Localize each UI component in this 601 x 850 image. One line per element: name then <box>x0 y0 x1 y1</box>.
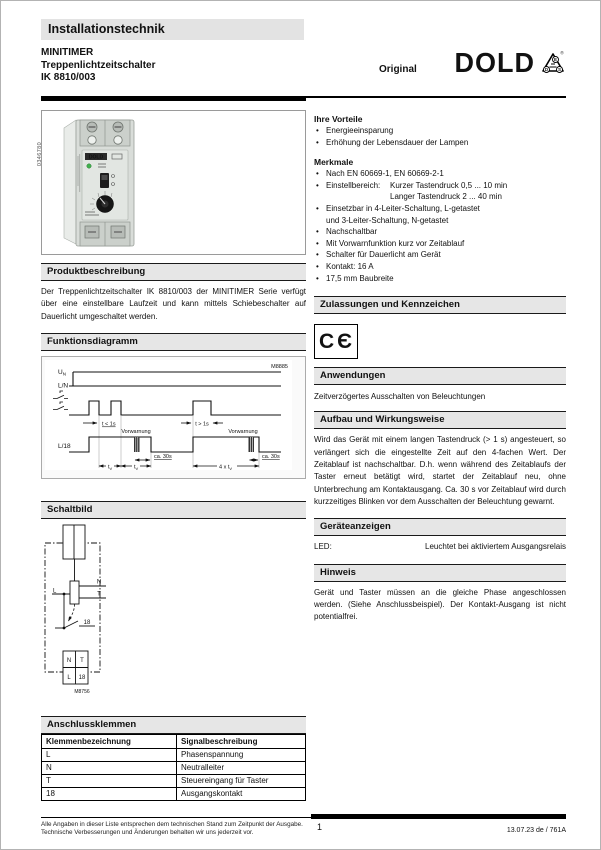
svg-text:L/N: L/N <box>58 382 69 390</box>
table-header-row <box>42 735 306 749</box>
footer-note: Alle Angaben in dieser Liste entsprechen dem technischen Stand zum Zeitpunkt der Ausgabe. Technische Verbesserungen und Änderungen behalten wir uns jederzeit vor. <box>41 821 303 836</box>
list-item: • Kontakt: 16 A <box>314 261 566 273</box>
einstellbereich-kurz: Kurzer Tastendruck 0,5 ... 10 min <box>390 180 508 190</box>
svg-text:N: N <box>96 579 102 586</box>
svg-text:D: D <box>544 67 549 73</box>
section-schaltbild: Schaltbild <box>41 501 306 519</box>
list-item: • Erhöhung der Lebensdauer der Lampen <box>314 137 566 149</box>
svg-text:18: 18 <box>78 675 86 682</box>
svg-text:4 x tV: 4 x $t_V$ <box>219 464 233 471</box>
section-aufbau: Aufbau und Wirkungsweise <box>314 411 566 429</box>
svg-text:Vorwarnung: Vorwarnung <box>121 429 151 436</box>
anwendungen-text: Zeitverzögertes Ausschalten von Beleuchtungen <box>314 392 486 402</box>
svg-text:ca. 30s: ca. 30s <box>154 454 172 461</box>
category-bar: Installationstechnik <box>41 19 304 40</box>
section-produktbeschreibung: Produktbeschreibung <box>41 263 306 281</box>
eds-triangle-icon <box>540 50 566 76</box>
list-item: • Nach EN 60669-1, EN 60669-2-1 <box>314 168 566 180</box>
dold-logo: DOLD <box>454 47 535 79</box>
section-funktionsdiagramm: Funktionsdiagramm <box>41 333 306 351</box>
merkmale-list <box>314 168 566 284</box>
list-item: • 17,5 mm Baubreite <box>314 273 566 285</box>
page-number: 1 <box>317 822 323 832</box>
doc-code: 13.07.23 de / 761A <box>506 827 566 834</box>
svg-text:T: T <box>97 591 101 598</box>
terminal-table <box>41 734 306 801</box>
product-photo-box <box>37 110 306 255</box>
vorteile-title: Ihre Vorteile <box>314 114 363 124</box>
circuit-diagram-wrap <box>41 524 306 699</box>
svg-text:L: L <box>67 675 71 682</box>
svg-text:ca. 30s: ca. 30s <box>262 454 280 461</box>
product-id: IK 8810/003 <box>41 72 96 83</box>
svg-text:M8885: M8885 <box>271 364 288 371</box>
merkmale-title: Merkmale <box>314 157 354 168</box>
original-label: Original <box>379 64 417 75</box>
photo-ref-number: 0346780 <box>37 141 44 167</box>
list-item: • Einsetzbar in 4-Leiter-Schaltung, L-getastet und 3-Leiter-Schaltung, N-getastet <box>314 203 566 226</box>
svg-text:S: S <box>557 67 562 73</box>
function-diagram-box <box>41 356 306 479</box>
list-item: • Mit Vorwarnfunktion kurz vor Zeitablauf <box>314 238 566 250</box>
section-anschlussklemmen: Anschlussklemmen <box>41 716 306 734</box>
svg-text:®: ® <box>560 50 564 56</box>
led-indicator-row <box>314 542 566 551</box>
list-item <box>314 180 566 203</box>
svg-text:t < 1s: t < 1s <box>102 421 116 428</box>
list-item: • Nachschaltbar <box>314 226 566 238</box>
led-label: LED: <box>314 541 332 551</box>
svg-text:18: 18 <box>83 620 91 627</box>
table-row: 18 Ausgangskontakt <box>42 788 306 801</box>
col-signalbeschreibung: Signalbeschreibung <box>177 735 306 749</box>
hinweis-text: Gerät und Taster müssen an die gleiche Phase angeschlossen werden. (Siehe Anschlussbeispiel). Der Kontakt-Ausgang ist nicht potentialfrei. <box>314 587 566 622</box>
einstellbereich-label: • Einstellbereich: <box>326 180 381 190</box>
circuit-diagram <box>41 524 298 699</box>
section-zulassungen: Zulassungen und Kennzeichen <box>314 296 566 314</box>
svg-text:T: T <box>80 658 84 665</box>
footer-divider <box>41 814 566 819</box>
table-row: T Steuereingang für Taster <box>42 775 306 788</box>
section-geraeteanzeigen: Geräteanzeigen <box>314 518 566 536</box>
product-line: MINITIMER <box>41 47 94 58</box>
svg-text:tV: $t_V$ <box>108 464 113 471</box>
einstellbereich-lang: Langer Tastendruck 2 ... 40 min <box>390 192 502 202</box>
svg-text:L/18: L/18 <box>58 443 71 451</box>
table-row: N Neutralleiter <box>42 762 306 775</box>
product-photo <box>52 114 162 253</box>
svg-text:Vorwarnung: Vorwarnung <box>228 429 258 436</box>
svg-text:tV: $t_V$ <box>134 464 139 471</box>
page-footer <box>41 814 566 836</box>
produktbeschreibung-text: Der Treppenlichtzeitschalter IK 8810/003 der MINITIMER Serie verfügt über eine einstellbare Laufzeit und kann mittels Schiebeschalter auf Dauerlicht umgeschaltet werden. <box>41 287 306 321</box>
section-anwendungen: Anwendungen <box>314 367 566 385</box>
vorteile-list <box>314 125 566 148</box>
aufbau-text: Wird das Gerät mit einem langen Tastendruck (> 1 s) angesteuert, so verlängert sich die eingestellte Zeit auf den 4-fachen Wert. Der Zeitablauf ist nachschaltbar. D.h. wenn während des Zeitablaufs der Taster erneut betätigt wird, startet der Zeitablauf neu, ohne Unterbrechung am Kontaktausgang. Ca. 30 s vor Zeitablauf wird durch kurzzeitiges Blinken vor dem Ausschalten der Beleuchtung gewarnt. <box>314 435 566 507</box>
section-hinweis: Hinweis <box>314 564 566 582</box>
ce-mark-box <box>314 324 358 359</box>
list-item: • Energieeinsparung <box>314 125 566 137</box>
list-item: • Schalter für Dauerlicht am Gerät <box>314 249 566 261</box>
product-title <box>41 47 155 85</box>
led-description: Leuchtet bei aktiviertem Ausgangsrelais <box>425 541 566 551</box>
function-diagram <box>45 360 292 470</box>
svg-text:L: L <box>53 588 57 595</box>
svg-text:t > 1s: t > 1s <box>195 421 209 428</box>
svg-text:N: N <box>66 658 72 665</box>
ce-mark: CЄ <box>318 329 356 353</box>
svg-text:E: E <box>553 57 558 63</box>
svg-text:DOLD: DOLD <box>88 154 104 161</box>
svg-text:UN: $U_N$ <box>58 369 66 377</box>
table-row: L Phasenspannung <box>42 749 306 762</box>
brand-block <box>454 47 567 79</box>
title-row <box>41 47 566 93</box>
col-klemmenbezeichnung: Klemmenbezeichnung <box>42 735 177 749</box>
product-type: Treppenlichtzeitschalter <box>41 59 156 71</box>
svg-text:M8756: M8756 <box>74 689 90 696</box>
